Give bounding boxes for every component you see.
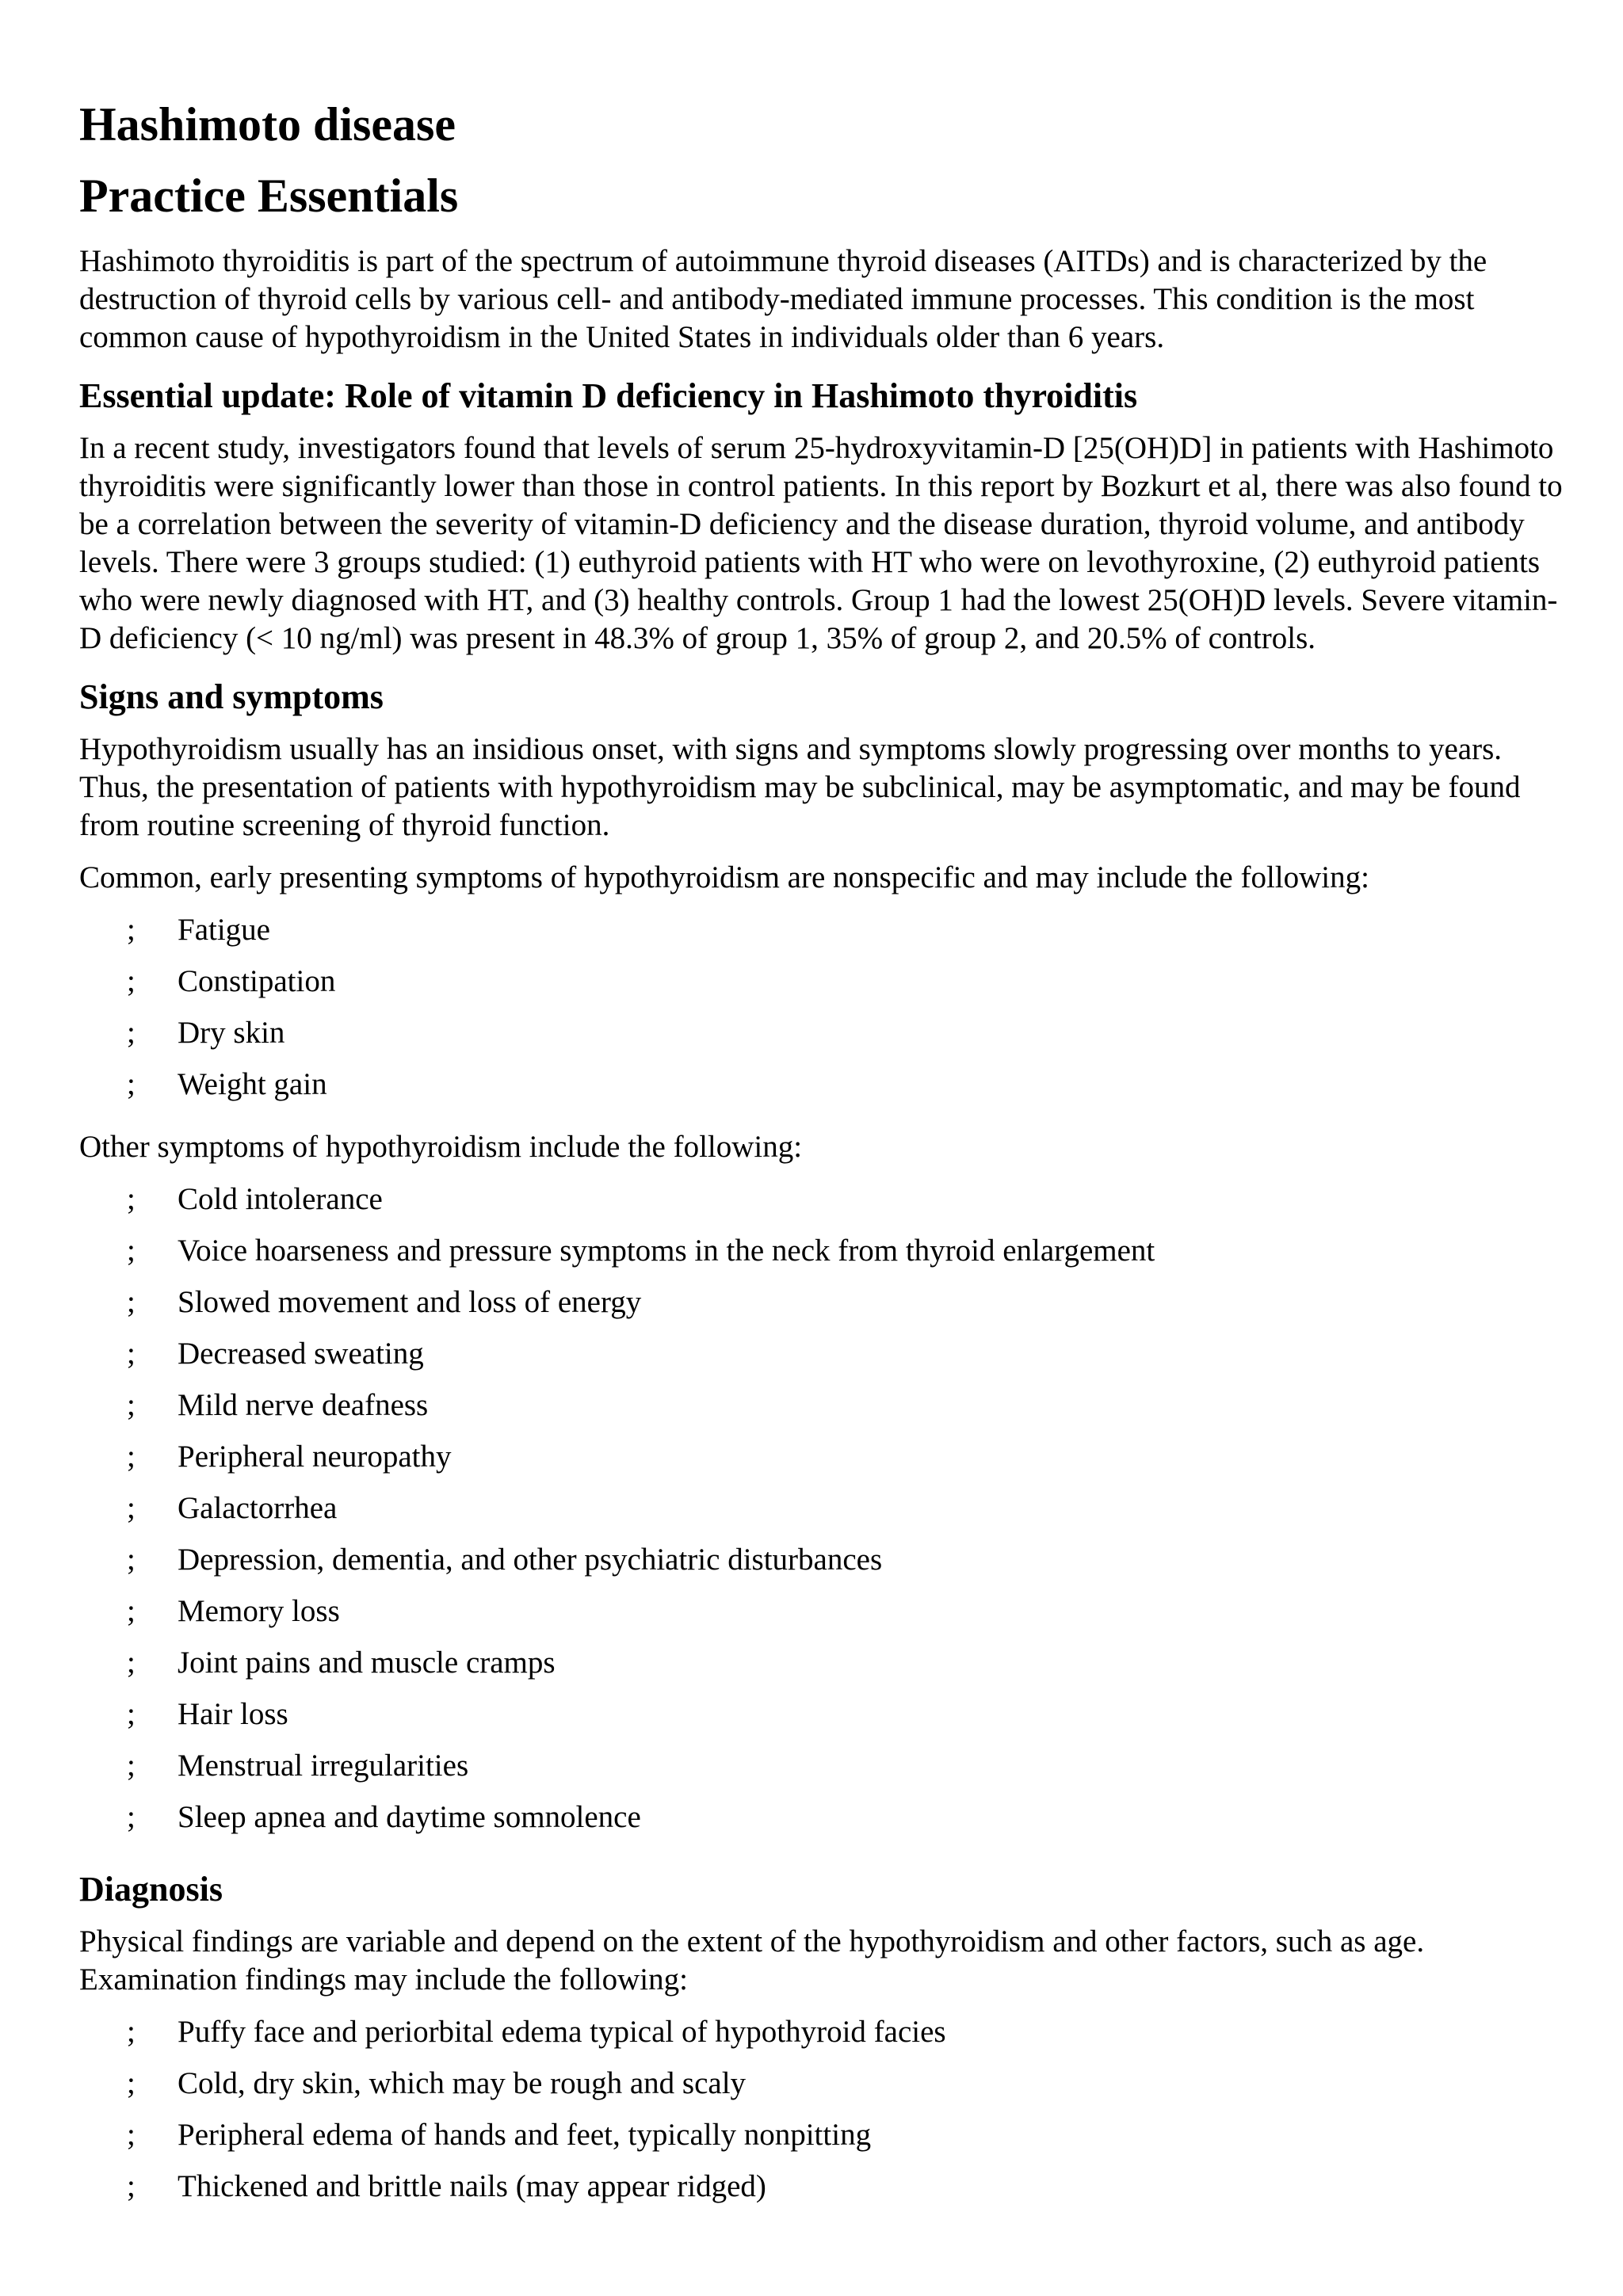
bullet-marker: ; (127, 1067, 136, 1101)
bullet-marker: ; (127, 1285, 136, 1319)
list-item-text: Constipation (178, 964, 336, 998)
list-item-text: Weight gain (178, 1067, 327, 1101)
bullet-marker: ; (127, 1337, 136, 1371)
other-symptoms-list (79, 1180, 1569, 1850)
list-item (79, 1541, 1569, 1592)
list-item-text: Puffy face and periorbital edema typical of hypothyroid facies (178, 2015, 946, 2049)
list-item (79, 1232, 1569, 1283)
diagnosis-paragraph: Physical findings are variable and depend on the extent of the hypothyroidism and other factors, such as age. Examination findings may include the following: (79, 1924, 1425, 1997)
bullet-marker: ; (127, 1749, 136, 1783)
bullet-marker: ; (127, 1234, 136, 1268)
list-item-text: Voice hoarseness and pressure symptoms in the neck from thyroid enlargement (178, 1234, 1155, 1268)
list-item-text: Galactorrhea (178, 1491, 338, 1525)
list-item (79, 2116, 1569, 2168)
update-paragraph: In a recent study, investigators found that levels of serum 25-hydroxyvitamin-D [25(OH)D] in patients with Hashimoto thyroiditis were significantly lower than those in control patients. In this report by Bozkurt et al, there was also found to be a correlation between the severity of vitamin-D deficiency and the disease duration, thyroid volume, and antibody levels. There were 3 groups studied: (1) euthyroid patients with HT who were on levothyroxine, (2) euthyroid patients who were newly diagnosed with HT, and (3) healthy controls. Group 1 had the lowest 25(OH)D levels. Severe vitamin-D deficiency (< 10 ng/ml) was present in 48.3% of group 1, 35% of group 2, and 20.5% of controls. (79, 431, 1563, 655)
signs-paragraph: Hypothyroidism usually has an insidious onset, with signs and symptoms slowly progressing over months to years. Thus, the presentation of patients with hypothyroidism may be subclinical, may be asymptomatic, and may be found from routine screening of thyroid function. (79, 732, 1521, 842)
list-item-text: Sleep apnea and daytime somnolence (178, 1800, 641, 1834)
list-item-text: Joint pains and muscle cramps (178, 1646, 556, 1680)
list-item-text: Memory loss (178, 1594, 340, 1628)
early-symptoms-intro: Common, early presenting symptoms of hypothyroidism are nonspecific and may include the following: (79, 860, 1369, 894)
page-subtitle: Practice Essentials (79, 170, 459, 222)
list-item (79, 2013, 1569, 2065)
bullet-marker: ; (127, 2169, 136, 2203)
list-item (79, 1283, 1569, 1335)
list-item (79, 2168, 1569, 2219)
bullet-marker: ; (127, 2118, 136, 2152)
list-item-text: Dry skin (178, 1016, 285, 1050)
list-item (79, 1438, 1569, 1489)
bullet-marker: ; (127, 1491, 136, 1525)
list-item (79, 1335, 1569, 1386)
diagnosis-heading: Diagnosis (79, 1870, 223, 1909)
list-item-text: Cold, dry skin, which may be rough and scaly (178, 2066, 747, 2100)
bullet-marker: ; (127, 1388, 136, 1422)
page-title: Hashimoto disease (79, 98, 456, 151)
bullet-marker: ; (127, 1800, 136, 1834)
list-item-text: Slowed movement and loss of energy (178, 1285, 642, 1319)
list-item (79, 1489, 1569, 1541)
list-item (79, 1066, 1569, 1117)
list-item (79, 2065, 1569, 2116)
list-item-text: Mild nerve deafness (178, 1388, 429, 1422)
list-item-text: Thickened and brittle nails (may appear ridged) (178, 2169, 766, 2203)
signs-heading: Signs and symptoms (79, 677, 384, 716)
list-item (79, 1592, 1569, 1644)
bullet-marker: ; (127, 1440, 136, 1474)
bullet-marker: ; (127, 2015, 136, 2049)
list-item-text: Menstrual irregularities (178, 1749, 469, 1783)
list-item (79, 1180, 1569, 1232)
list-item (79, 1695, 1569, 1747)
other-symptoms-intro: Other symptoms of hypothyroidism include the following: (79, 1130, 803, 1164)
bullet-marker: ; (127, 913, 136, 947)
bullet-marker: ; (127, 1182, 136, 1216)
list-item (79, 1798, 1569, 1850)
intro-paragraph: Hashimoto thyroiditis is part of the spectrum of autoimmune thyroid diseases (AITDs) and is characterized by the destruction of thyroid cells by various cell- and antibody-mediated immune processes. This condition is the most common cause of hypothyroidism in the United States in individuals older than 6 years. (79, 244, 1487, 354)
document-page (79, 89, 1569, 2230)
list-item-text: Fatigue (178, 913, 270, 947)
update-heading: Essential update: Role of vitamin D deficiency in Hashimoto thyroiditis (79, 376, 1138, 415)
bullet-marker: ; (127, 1594, 136, 1628)
list-item (79, 1747, 1569, 1798)
list-item (79, 1014, 1569, 1066)
list-item (79, 911, 1569, 963)
list-item-text: Depression, dementia, and other psychiatric disturbances (178, 1543, 883, 1577)
bullet-marker: ; (127, 1646, 136, 1680)
list-item (79, 1386, 1569, 1438)
diagnosis-findings-list (79, 2013, 1569, 2219)
list-item (79, 1644, 1569, 1695)
list-item-text: Decreased sweating (178, 1337, 424, 1371)
bullet-marker: ; (127, 964, 136, 998)
bullet-marker: ; (127, 1016, 136, 1050)
list-item-text: Peripheral edema of hands and feet, typically nonpitting (178, 2118, 872, 2152)
list-item (79, 963, 1569, 1014)
bullet-marker: ; (127, 2066, 136, 2100)
bullet-marker: ; (127, 1697, 136, 1731)
bullet-marker: ; (127, 1543, 136, 1577)
list-item-text: Peripheral neuropathy (178, 1440, 452, 1474)
early-symptoms-list (79, 911, 1569, 1117)
list-item-text: Cold intolerance (178, 1182, 383, 1216)
list-item-text: Hair loss (178, 1697, 288, 1731)
